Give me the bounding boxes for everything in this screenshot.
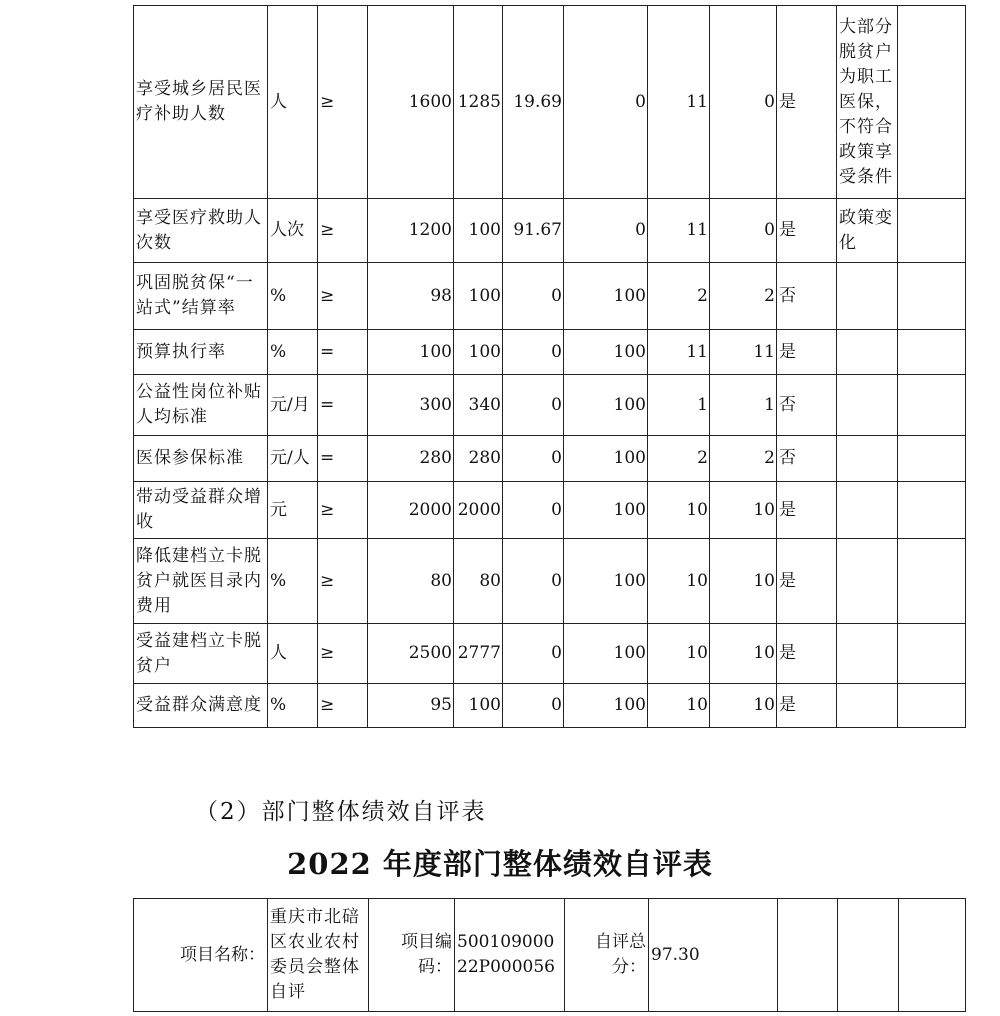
- unit: 元/人: [268, 436, 318, 482]
- empty-cell: [898, 624, 966, 684]
- weight-value: 10: [648, 624, 710, 684]
- indicator-row: [134, 199, 966, 263]
- empty-cell: [838, 899, 899, 1012]
- weight-value: 10: [648, 482, 710, 539]
- actual-value: 100: [454, 684, 503, 728]
- score-value: 2: [710, 436, 777, 482]
- actual-value: 100: [454, 199, 503, 263]
- deviation-note: 大部分脱贫户为职工医保，不符合政策享受条件: [837, 6, 898, 199]
- deviation-note: [837, 330, 898, 375]
- completion-rate: 100: [564, 482, 648, 539]
- score-value: 2: [710, 263, 777, 330]
- indicator-name: 医保参保标准: [134, 436, 268, 482]
- section-subheading: （2）部门整体绩效自评表: [195, 799, 487, 825]
- indicator-row: [134, 436, 966, 482]
- comparison-op: ≥: [318, 263, 368, 330]
- actual-value: 100: [454, 330, 503, 375]
- core-indicator-flag: 是: [777, 199, 837, 263]
- indicator-row: [134, 6, 966, 199]
- indicator-name: 带动受益群众增收: [134, 482, 268, 539]
- score-value: 1: [710, 375, 777, 436]
- indicator-table: [133, 5, 966, 728]
- comparison-op: ≥: [318, 539, 368, 624]
- deviation-value: 0: [503, 684, 564, 728]
- completion-rate: 100: [564, 436, 648, 482]
- indicator-row: [134, 330, 966, 375]
- unit: %: [268, 263, 318, 330]
- unit: 元: [268, 482, 318, 539]
- core-indicator-flag: 否: [777, 436, 837, 482]
- indicator-name: 受益群众满意度: [134, 684, 268, 728]
- target-value: 100: [368, 330, 454, 375]
- score-value: 10: [710, 539, 777, 624]
- summary-row: [134, 899, 966, 1012]
- actual-value: 2777: [454, 624, 503, 684]
- actual-value: 2000: [454, 482, 503, 539]
- completion-rate: 100: [564, 684, 648, 728]
- score-value: 11: [710, 330, 777, 375]
- unit: %: [268, 539, 318, 624]
- actual-value: 280: [454, 436, 503, 482]
- target-value: 1600: [368, 6, 454, 199]
- core-indicator-flag: 是: [777, 624, 837, 684]
- score-value: 0: [710, 6, 777, 199]
- self-score-value: 97.30: [649, 899, 778, 1012]
- target-value: 2000: [368, 482, 454, 539]
- deviation-note: [837, 263, 898, 330]
- score-value: 0: [710, 199, 777, 263]
- core-indicator-flag: 是: [777, 6, 837, 199]
- indicator-row: [134, 263, 966, 330]
- deviation-value: 0: [503, 330, 564, 375]
- actual-value: 80: [454, 539, 503, 624]
- core-indicator-flag: 是: [777, 684, 837, 728]
- comparison-op: =: [318, 330, 368, 375]
- empty-cell: [898, 199, 966, 263]
- comparison-op: ≥: [318, 684, 368, 728]
- indicator-row: [134, 375, 966, 436]
- target-value: 280: [368, 436, 454, 482]
- completion-rate: 100: [564, 539, 648, 624]
- indicator-name: 享受城乡居民医疗补助人数: [134, 6, 268, 199]
- deviation-value: 0: [503, 482, 564, 539]
- indicator-name: 降低建档立卡脱贫户就医目录内费用: [134, 539, 268, 624]
- indicator-row: [134, 684, 966, 728]
- empty-cell: [778, 899, 838, 1012]
- deviation-note: [837, 684, 898, 728]
- unit: 元/月: [268, 375, 318, 436]
- unit: 人: [268, 6, 318, 199]
- weight-value: 11: [648, 330, 710, 375]
- indicator-row: [134, 482, 966, 539]
- summary-table: [133, 898, 966, 1012]
- comparison-op: ≥: [318, 6, 368, 199]
- target-value: 95: [368, 684, 454, 728]
- comparison-op: ≥: [318, 199, 368, 263]
- project-name-value: 重庆市北碚区农业农村委员会整体自评: [268, 899, 369, 1012]
- unit: 人: [268, 624, 318, 684]
- weight-value: 2: [648, 263, 710, 330]
- actual-value: 100: [454, 263, 503, 330]
- completion-rate: 0: [564, 6, 648, 199]
- deviation-value: 91.67: [503, 199, 564, 263]
- indicator-name: 巩固脱贫保“一站式”结算率: [134, 263, 268, 330]
- self-score-label: 自评总分：: [565, 899, 649, 1012]
- deviation-note: [837, 539, 898, 624]
- indicator-name: 受益建档立卡脱贫户: [134, 624, 268, 684]
- empty-cell: [898, 539, 966, 624]
- weight-value: 10: [648, 684, 710, 728]
- unit: %: [268, 684, 318, 728]
- project-name-label: 项目名称：: [134, 899, 268, 1012]
- target-value: 300: [368, 375, 454, 436]
- score-value: 10: [710, 482, 777, 539]
- table-title: 2022 年度部门整体绩效自评表: [287, 847, 713, 881]
- comparison-op: =: [318, 436, 368, 482]
- weight-value: 11: [648, 6, 710, 199]
- core-indicator-flag: 是: [777, 539, 837, 624]
- weight-value: 11: [648, 199, 710, 263]
- indicator-row: [134, 624, 966, 684]
- unit: %: [268, 330, 318, 375]
- completion-rate: 100: [564, 375, 648, 436]
- actual-value: 340: [454, 375, 503, 436]
- deviation-value: 0: [503, 375, 564, 436]
- deviation-note: [837, 624, 898, 684]
- empty-cell: [898, 6, 966, 199]
- indicator-name: 预算执行率: [134, 330, 268, 375]
- deviation-value: 0: [503, 539, 564, 624]
- deviation-note: [837, 482, 898, 539]
- indicator-row: [134, 539, 966, 624]
- score-value: 10: [710, 684, 777, 728]
- target-value: 1200: [368, 199, 454, 263]
- deviation-value: 0: [503, 263, 564, 330]
- project-code-label: 项目编码：: [369, 899, 455, 1012]
- core-indicator-flag: 是: [777, 330, 837, 375]
- deviation-value: 0: [503, 436, 564, 482]
- weight-value: 2: [648, 436, 710, 482]
- empty-cell: [898, 684, 966, 728]
- score-value: 10: [710, 624, 777, 684]
- completion-rate: 100: [564, 330, 648, 375]
- comparison-op: ≥: [318, 624, 368, 684]
- actual-value: 1285: [454, 6, 503, 199]
- deviation-note: [837, 375, 898, 436]
- deviation-value: 0: [503, 624, 564, 684]
- core-indicator-flag: 否: [777, 375, 837, 436]
- empty-cell: [898, 263, 966, 330]
- core-indicator-flag: 否: [777, 263, 837, 330]
- comparison-op: ≥: [318, 482, 368, 539]
- completion-rate: 100: [564, 624, 648, 684]
- weight-value: 1: [648, 375, 710, 436]
- deviation-note: 政策变化: [837, 199, 898, 263]
- weight-value: 10: [648, 539, 710, 624]
- indicator-name: 公益性岗位补贴人均标准: [134, 375, 268, 436]
- empty-cell: [898, 375, 966, 436]
- completion-rate: 0: [564, 199, 648, 263]
- indicator-name: 享受医疗救助人次数: [134, 199, 268, 263]
- empty-cell: [898, 330, 966, 375]
- target-value: 2500: [368, 624, 454, 684]
- deviation-note: [837, 436, 898, 482]
- comparison-op: =: [318, 375, 368, 436]
- target-value: 98: [368, 263, 454, 330]
- empty-cell: [898, 436, 966, 482]
- core-indicator-flag: 是: [777, 482, 837, 539]
- deviation-value: 19.69: [503, 6, 564, 199]
- unit: 人次: [268, 199, 318, 263]
- empty-cell: [899, 899, 966, 1012]
- completion-rate: 100: [564, 263, 648, 330]
- empty-cell: [898, 482, 966, 539]
- target-value: 80: [368, 539, 454, 624]
- project-code-value: 50010900022P000056: [455, 899, 565, 1012]
